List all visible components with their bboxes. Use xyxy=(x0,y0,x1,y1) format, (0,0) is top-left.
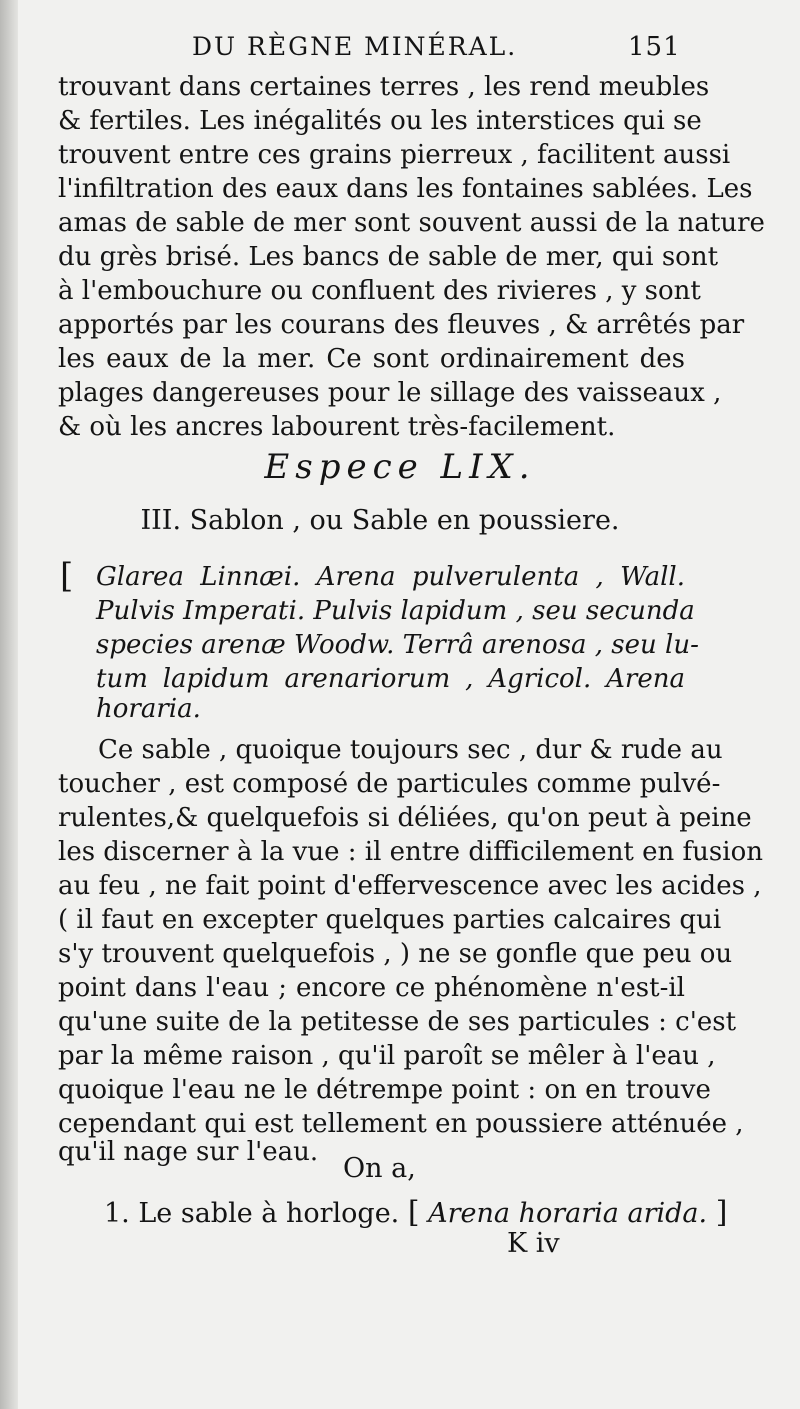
species-subtitle: III. Sablon , ou Sable en poussiere. xyxy=(140,505,620,536)
text-line: amas de sable de mer sont souvent aussi de la nature xyxy=(58,208,765,238)
text-line: à l'embouchure ou confluent des rivieres , y sont xyxy=(58,276,701,306)
item-text: Le sable à horloge. xyxy=(138,1198,400,1229)
on-a-heading: On a, xyxy=(343,1153,416,1184)
text-line: les discerner à la vue : il entre difficilement en fusion xyxy=(58,837,763,867)
text-line: qu'il nage sur l'eau. xyxy=(58,1137,319,1167)
item-close-bracket: ] xyxy=(715,1195,728,1230)
text-line: les eaux de la mer. Ce sont ordinairement des xyxy=(58,344,685,374)
text-line: trouvent entre ces grains pierreux , facilitent aussi xyxy=(58,140,731,170)
running-title: DU RÈGNE MINÉRAL. xyxy=(192,32,518,61)
species-title: Espece LIX. xyxy=(264,447,536,487)
page-number: 151 xyxy=(628,32,681,62)
text-line: apportés par les courans des fleuves , & arrêtés par xyxy=(58,310,745,340)
synonym-line: tum lapidum arenariorum , Agricol. Arena xyxy=(96,664,685,694)
text-line: au feu , ne fait point d'effervescence avec les acides , xyxy=(58,871,762,901)
text-line: cependant qui est tellement en poussiere atténuée , xyxy=(58,1109,744,1139)
list-item xyxy=(104,1195,728,1230)
text-line: l'infiltration des eaux dans les fontaines sablées. Les xyxy=(58,174,753,204)
item-latin-name: Arena horaria arida. xyxy=(428,1198,708,1229)
text-line: Ce sable , quoique toujours sec , dur & rude au xyxy=(98,735,723,765)
text-line: du grès brisé. Les bancs de sable de mer, qui sont xyxy=(58,242,719,272)
synonym-line: horaria. xyxy=(96,694,201,724)
item-number: 1. xyxy=(104,1198,130,1229)
text-line: ( il faut en excepter quelques parties calcaires qui xyxy=(58,905,722,935)
synonym-open-bracket: [ xyxy=(60,556,74,596)
text-line: rulentes,& quelquefois si déliées, qu'on peut à peine xyxy=(58,803,752,833)
catchword: K iv xyxy=(507,1228,560,1259)
text-line: & fertiles. Les inégalités ou les interstices qui se xyxy=(58,106,702,136)
text-line: par la même raison , qu'il paroît se mêler à l'eau , xyxy=(58,1041,716,1071)
synonym-line: Pulvis Imperati. Pulvis lapidum , seu secunda xyxy=(96,596,695,626)
text-line: trouvant dans certaines terres , les rend meubles xyxy=(58,72,710,102)
item-open-bracket: [ xyxy=(407,1195,420,1230)
text-line: plages dangereuses pour le sillage des vaisseaux , xyxy=(58,378,722,408)
text-line: quoique l'eau ne le détrempe point : on en trouve xyxy=(58,1075,711,1105)
page-gutter-shadow xyxy=(0,0,18,1409)
text-line: toucher , est composé de particules comme pulvé- xyxy=(58,769,721,799)
text-line: & où les ancres labourent très-facilement. xyxy=(58,412,616,442)
text-line: point dans l'eau ; encore ce phénomène n'est-il xyxy=(58,973,685,1003)
synonym-line: species arenæ Woodw. Terrâ arenosa , seu lu- xyxy=(96,630,699,660)
synonym-line: Glarea Linnæi. Arena pulverulenta , Wall. xyxy=(96,562,685,592)
text-line: qu'une suite de la petitesse de ses particules : c'est xyxy=(58,1007,737,1037)
text-line: s'y trouvent quelquefois , ) ne se gonfle que peu ou xyxy=(58,939,733,969)
